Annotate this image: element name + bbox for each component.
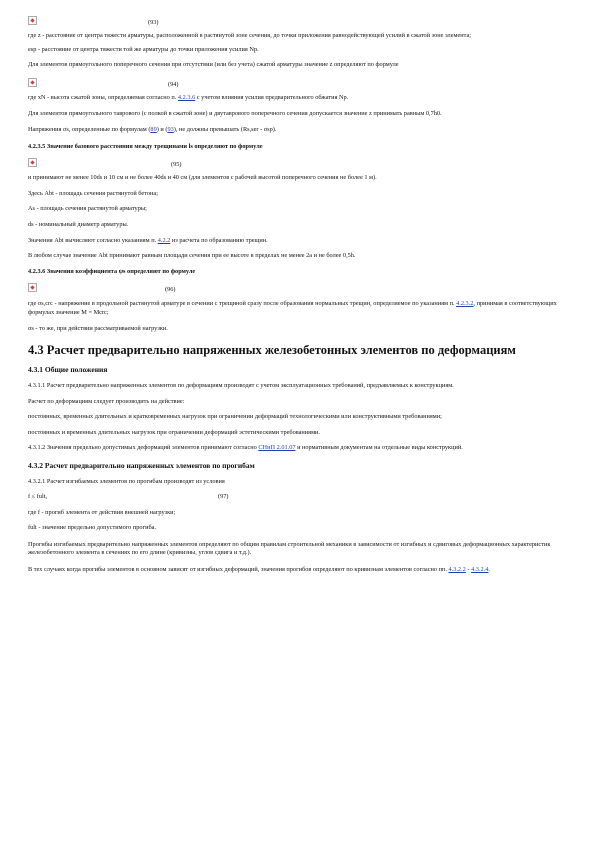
link-422[interactable]: 4.2.2 xyxy=(157,236,171,244)
formula-97-row xyxy=(28,492,568,503)
paragraph: где f - прогиб элемента от действия внешней нагрузки; xyxy=(28,508,176,516)
clause-heading: 4.2.3.5 Значение базового расстояния между трещинами ls определяют по формуле xyxy=(28,142,263,150)
paragraph: где z - расстояние от центра тяжести арматуры, расположенной в растянутой зоне сечения, до точки приложения равнодействующей усилий в сжатой зоне элемента; xyxy=(28,32,472,39)
paragraph: Напряжения σs, определенные по формулам (89) и (93), не должны превышать (Rs,ser - σsp). xyxy=(28,125,277,133)
paragraph: σs - то же, при действии рассматриваемой нагрузки. xyxy=(28,324,168,332)
formula-96-row xyxy=(28,281,568,295)
paragraph: Для элементов прямоугольного таврового (с полкой в сжатой зоне) и двутаврового поперечного сечения допускается значение z принимать равным 0,7h0. xyxy=(28,110,442,118)
link-4322[interactable]: 4.3.2.2 xyxy=(448,566,466,574)
broken-image-icon xyxy=(28,16,37,25)
paragraph: As - площадь сечения растянутой арматуры; xyxy=(28,205,147,213)
equation-number: (94) xyxy=(168,80,179,88)
paragraph: Расчет по деформациям следует производить на действие: xyxy=(28,397,185,405)
broken-image-icon xyxy=(28,78,37,87)
equation-number: (97) xyxy=(218,492,229,500)
formula-94-row xyxy=(28,76,568,90)
paragraph: Здесь Abt - площадь сечения растянутой бетона; xyxy=(28,189,158,197)
link-snip[interactable]: СНиП 2.01.07 xyxy=(258,444,296,452)
paragraph: постоянных и временных длительных нагрузок при ограничении деформаций эстетическими требованиями. xyxy=(28,428,320,436)
section-heading: 4.3 Расчет предварительно напряженных железобетонных элементов по деформациям xyxy=(28,343,516,358)
link-formula-93[interactable]: 93 xyxy=(167,125,174,133)
equation-number: (95) xyxy=(171,161,182,169)
paragraph: 4.3.2.1 Расчет изгибаемых элементов по прогибам производят из условия xyxy=(28,478,225,486)
link-formula-89[interactable]: 89 xyxy=(150,125,157,133)
paragraph: Прогибы изгибаемых предварительно напряженных элементов определяют по общим правилам строительной механики в зависимости от изгибных и сдвиговых деформационных характеристик железобетонного элемента в сечениях по его длине (кривизны, углов сдвига и т.д.). xyxy=(28,540,551,557)
paragraph: Значения Abt вычисляют согласно указаниям п. 4.2.2 из расчета по образованию трещин. xyxy=(28,236,268,244)
subsection-heading: 4.3.1 Общие положения xyxy=(28,365,108,375)
equation-number: (96) xyxy=(165,286,176,294)
paragraph: 4.3.1.1 Расчет предварительно напряженных элементов по деформациям производят с учетом эксплуатационных требований, предъявляемых к конструкциям. xyxy=(28,382,454,390)
formula-93-row xyxy=(28,14,568,28)
paragraph: где σs,crc - напряжение в продольной растянутой арматуре в сечении с трещиной сразу после образования нормальных трещин, определяемое по указаниям п. 4.2.3.2, принимая в соответствующих формулах значение M = Mcrc; xyxy=(28,300,557,316)
link-4324[interactable]: 4.3.2.4 xyxy=(471,566,489,574)
paragraph: постоянных, временных длительных и кратковременных нагрузок при ограничении деформаций технологическими или конструктивными требованиями; xyxy=(28,413,442,421)
subsection-heading: 4.3.2 Расчет предварительно напряженных элементов по прогибам xyxy=(28,461,255,471)
paragraph: В любом случае значение Abt принимают равным площади сечения при ее высоте в пределах не менее 2a и не более 0,5h. xyxy=(28,252,356,260)
broken-image-icon xyxy=(28,158,37,167)
paragraph: esp - расстояние от центра тяжести той же арматуры до точки приложения усилия Np. xyxy=(28,45,259,53)
paragraph: В тех случаях когда прогибы элементов в основном зависят от изгибных деформаций, значения прогибов определяют по кривизнам элементов согласно пп. 4.3.2.2 - 4.3.2.4. xyxy=(28,566,490,574)
broken-image-icon xyxy=(28,283,37,292)
paragraph: 4.3.1.2 Значения предельно допустимых деформаций элементов принимают согласно СНиП 2.01.07 и нормативным документам на отдельные виды конструкций. xyxy=(28,444,463,452)
paragraph: где xN - высота сжатой зоны, определяемая согласно п. 4.2.3.6 с учетом влияния усилия предварительного обжатия Np. xyxy=(28,93,349,101)
paragraph: fult - значение предельно допустимого прогиба. xyxy=(28,524,157,532)
clause-heading: 4.2.3.6 Значения коэффициента ψs определяют по формуле xyxy=(28,267,196,275)
document-page xyxy=(28,14,568,575)
paragraph: и принимают не менее 10ds и 10 см и не более 40ds и 40 см (для элементов с рабочей высотой поперечного сечения не более 1 м). xyxy=(28,174,377,182)
equation-number: (93) xyxy=(148,19,159,26)
inline-formula: f ≤ fult, xyxy=(28,492,48,500)
paragraph: ds - номинальный диаметр арматуры. xyxy=(28,220,129,228)
formula-95-row xyxy=(28,156,568,170)
link-4232[interactable]: 4.2.3.2 xyxy=(456,300,474,308)
link-4236[interactable]: 4.2.3.6 xyxy=(177,93,196,101)
paragraph: Для элементов прямоугольного поперечного сечения при отсутствии (или без учета) сжатой арматуры значение z определяют по формуле xyxy=(28,61,399,69)
